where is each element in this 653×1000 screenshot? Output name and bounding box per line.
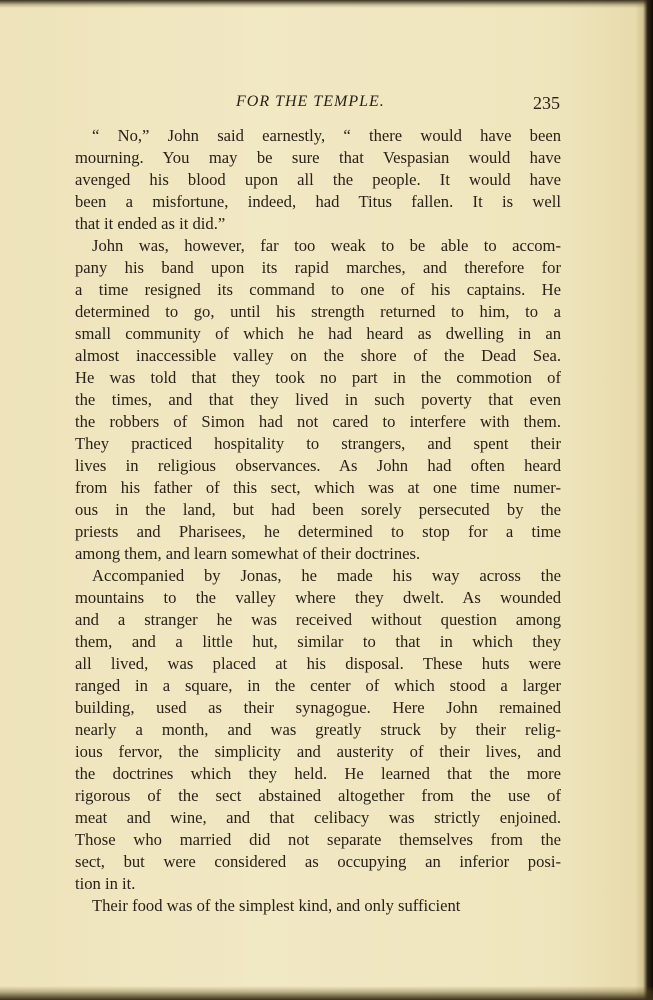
text-line: mountains to the valley where they dwelt. As wounded — [75, 588, 561, 607]
text-line: small community of which he had heard as dwelling in an — [75, 324, 561, 343]
text-line: that it ended as it did.” — [75, 214, 226, 233]
page-bottom-shadow — [0, 986, 653, 1000]
text-line: mourning. You may be sure that Vespasian would have — [75, 148, 561, 167]
text-line: priests and Pharisees, he determined to stop for a time — [75, 522, 561, 541]
text-line: ious fervor, the simplicity and austerity of their lives, and — [75, 742, 561, 761]
text-line: Those who married did not separate themselves from the — [75, 830, 561, 849]
page-top-shadow — [0, 0, 653, 8]
text-line: They practiced hospitality to strangers, and spent their — [75, 434, 561, 453]
paragraph — [75, 125, 561, 235]
text-line: sect, but were considered as occupying an inferior posi- — [75, 852, 561, 871]
text-line: Their food was of the simplest kind, and only sufficient — [92, 896, 461, 915]
text-line: determined to go, until his strength returned to him, to a — [75, 302, 561, 321]
text-line: pany his band upon its rapid marches, and therefore for — [75, 258, 561, 277]
text-line: from his father of this sect, which was at one time numer- — [75, 478, 561, 497]
text-line: all lived, was placed at his disposal. These huts were — [75, 654, 561, 673]
text-line: building, used as their synagogue. Here John remained — [75, 698, 561, 717]
text-line: John was, however, far too weak to be able to accom- — [92, 236, 561, 255]
text-line: lives in religious observances. As John had often heard — [75, 456, 561, 475]
text-line: meat and wine, and that celibacy was strictly enjoined. — [75, 808, 561, 827]
page-right-edge — [635, 0, 653, 1000]
text-line: the times, and that they lived in such poverty that even — [75, 390, 561, 409]
text-line: almost inaccessible valley on the shore of the Dead Sea. — [75, 346, 561, 365]
text-line: among them, and learn somewhat of their doctrines. — [75, 544, 421, 563]
text-line: nearly a month, and was greatly struck by their relig- — [75, 720, 561, 739]
text-line: the doctrines which they held. He learned that the more — [75, 764, 561, 783]
text-line: a time resigned its command to one of his captains. He — [75, 280, 561, 299]
text-line: “ No,” John said earnestly, “ there would have been — [92, 126, 561, 145]
text-line: and a stranger he was received without question among — [75, 610, 561, 629]
text-line: ranged in a square, in the center of which stood a larger — [75, 676, 561, 695]
text-line: them, and a little hut, similar to that in which they — [75, 632, 561, 651]
page-header — [76, 93, 560, 117]
text-line: been a misfortune, indeed, had Titus fallen. It is well — [75, 192, 561, 211]
text-line: tion in it. — [75, 874, 136, 893]
text-line: the robbers of Simon had not cared to interfere with them. — [75, 412, 561, 431]
paragraph — [75, 235, 561, 565]
paragraph — [75, 565, 561, 895]
body-text — [75, 125, 561, 917]
running-head: FOR THE TEMPLE. — [236, 93, 385, 110]
text-line: Accompanied by Jonas, he made his way across the — [92, 566, 561, 585]
paragraph — [75, 895, 561, 917]
page-number: 235 — [533, 93, 560, 113]
text-line: He was told that they took no part in the commotion of — [75, 368, 561, 387]
text-line: rigorous of the sect abstained altogether from the use of — [75, 786, 561, 805]
text-line: avenged his blood upon all the people. It would have — [75, 170, 561, 189]
text-line: ous in the land, but had been sorely persecuted by the — [75, 500, 561, 519]
